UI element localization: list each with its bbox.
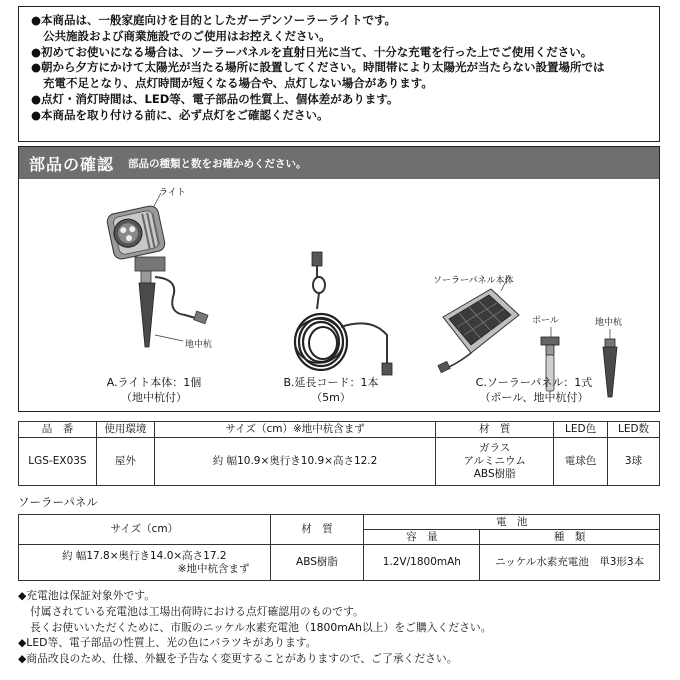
- part-c-note: （ポール、地中杭付）: [479, 391, 589, 404]
- note-line: ◆商品改良のため、仕様、外観を予告なく変更することがありますので、ご了承ください。: [18, 652, 458, 666]
- ground-stake-callout: 地中杭: [595, 318, 623, 328]
- cell-size: 約 幅10.9×奥行き10.9×高さ12.2: [154, 438, 436, 486]
- header-size: サイズ（cm）※地中杭含まず: [154, 422, 436, 438]
- solar-body-callout: ソーラーパネル本体: [433, 276, 514, 286]
- stake-callout: 地中杭: [185, 340, 213, 350]
- notice-line: ●点灯・消灯時間は、LED等、電子部品の性質上、個体差があります。: [31, 91, 399, 106]
- part-b-caption: [251, 375, 411, 405]
- header-led-color: LED色: [554, 422, 608, 438]
- parts-subtitle: 部品の種類と数をお確かめください。: [128, 157, 307, 170]
- notice-line: ●初めてお使いになる場合は、ソーラーパネルを直射日光に当て、十分な充電を行った上でご使用ください。: [31, 44, 593, 59]
- cell-led-color: 電球色: [554, 438, 608, 486]
- header-led-count: LED数: [608, 422, 660, 438]
- material-line: アルミニウム: [463, 455, 526, 467]
- header-capacity: 容 量: [364, 530, 480, 545]
- part-b-label: B.延長コード：1本: [283, 376, 379, 389]
- cell-model: LGS-EX03S: [19, 438, 97, 486]
- cell-battery-type: ニッケル水素充電池 単3形3本: [480, 545, 660, 581]
- spec-data-row: [19, 438, 660, 486]
- header-material: 材 質: [436, 422, 554, 438]
- part-b-note: （5m）: [311, 391, 351, 404]
- solar-heading: ソーラーパネル: [18, 495, 98, 509]
- solar-table: [18, 514, 660, 581]
- material-line: ABS樹脂: [473, 468, 516, 480]
- notice-line: 充電不足となり、点灯時間が短くなる場合や、点灯しない場合があります。: [43, 76, 433, 91]
- notice-line: ●朝から夕方にかけて太陽光が当たる場所に設置してください。時間帯により太陽光が当たらない設置場所では: [31, 60, 605, 75]
- extension-cord-illustration: [281, 247, 401, 377]
- note-line: 長くお使いいただくために、市販のニッケル水素充電池（1800mAh以上）をご購入ください。: [30, 620, 492, 634]
- part-a-note: （地中杭付）: [121, 391, 187, 404]
- header-model: 品 番: [19, 422, 97, 438]
- cell-led-count: 3球: [608, 438, 660, 486]
- parts-section: [18, 146, 660, 412]
- solar-header-row: [19, 515, 660, 530]
- cell-solar-size: [19, 545, 271, 581]
- cell-capacity: 1.2V/1800mAh: [364, 545, 480, 581]
- notice-line: 公共施設および商業施設でのご使用はお控えください。: [43, 28, 331, 43]
- cell-solar-material: ABS樹脂: [270, 545, 364, 581]
- part-a-caption: [69, 375, 239, 405]
- header-battery-type: 種 類: [480, 530, 660, 545]
- pole-callout: ポール: [532, 316, 559, 326]
- notes: [18, 588, 668, 667]
- header-solar-size: サイズ（cm）: [19, 515, 271, 545]
- header-battery: 電 池: [364, 515, 660, 530]
- parts-illustration-area: [19, 179, 659, 411]
- notice-line: ●本商品を取り付ける前に、必ず点灯をご確認ください。: [31, 107, 329, 122]
- spec-header-row: [19, 422, 660, 438]
- spec-table: [18, 421, 660, 486]
- solar-size-line: 約 幅17.8×奥行き14.0×高さ17.2: [61, 549, 227, 562]
- solar-size-note: ※地中杭含まず: [177, 562, 250, 575]
- cell-material: [436, 438, 554, 486]
- solar-data-row: [19, 545, 660, 581]
- part-a-label: A.ライト本体：1個: [106, 376, 202, 389]
- notice-line: ●本商品は、一般家庭向けを目的としたガーデンソーラーライトです。: [31, 13, 397, 27]
- notice-box: [18, 6, 660, 142]
- note-line: 付属されている充電池は工場出荷時における点灯確認用のものです。: [30, 604, 364, 618]
- note-line: ◆LED等、電子部品の性質上、光の色にバラツキがあります。: [18, 636, 317, 650]
- part-c-label: C.ソーラーパネル：1式: [475, 376, 593, 389]
- material-line: ガラス: [479, 442, 511, 454]
- light-callout: ライト: [159, 188, 186, 198]
- cell-environment: 屋外: [96, 438, 154, 486]
- header-solar-material: 材 質: [270, 515, 364, 545]
- part-c-caption: [439, 375, 629, 405]
- solar-panel-illustration: [431, 275, 531, 375]
- parts-header: [19, 147, 659, 179]
- note-line: ◆充電池は保証対象外です。: [18, 589, 156, 602]
- header-environment: 使用環境: [96, 422, 154, 438]
- parts-title: 部品の確認: [29, 154, 115, 174]
